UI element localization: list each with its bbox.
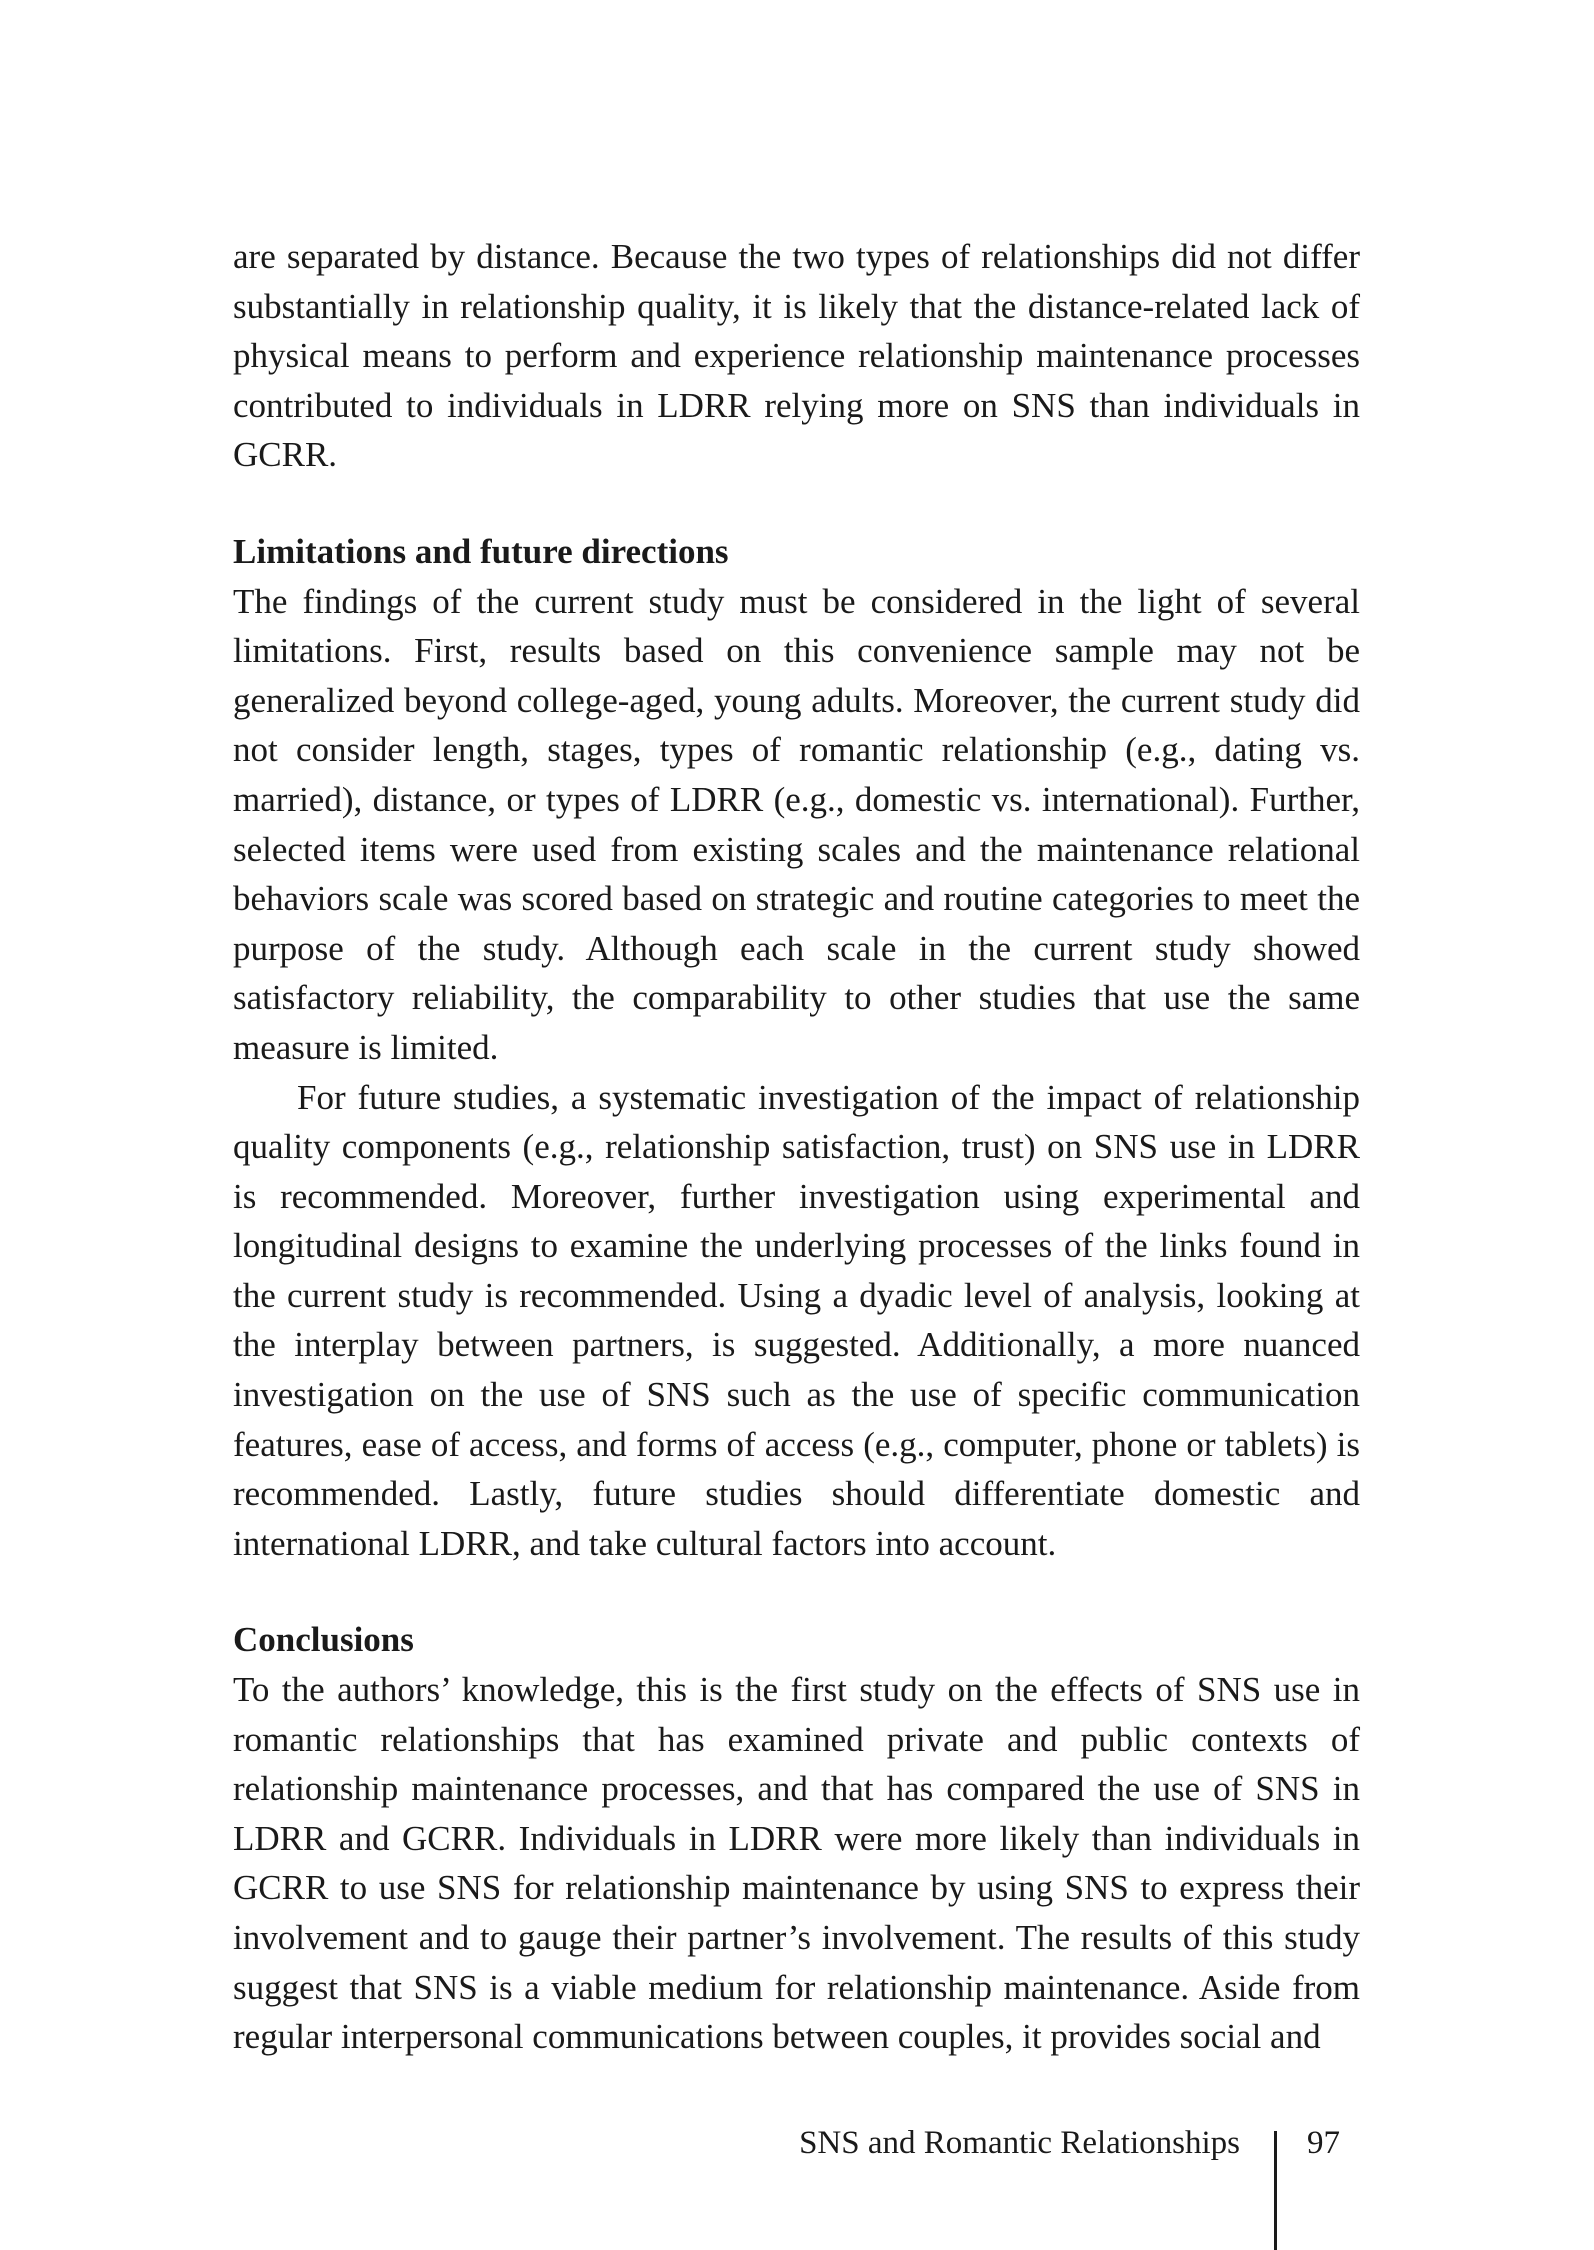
section-spacer [233, 1568, 1360, 1615]
page-number: 97 [1307, 2125, 1340, 2161]
limitations-paragraph-1: The findings of the current study must be considered in the light of several limitations. First, results based on this convenience sample may not be generalized beyond college-aged, young adults. Moreover, the current study did not consider length, stages, types of romantic relationship (e.g., dating vs. married), distance, or types of LDRR (e.g., domestic vs. international). Further, selected items were used from existing scales and the maintenance relational behaviors scale was scored based on strategic and routine categories to meet the purpose of the study. Although each scale in the current study showed satisfactory reliability, the comparability to other studies that use the same measure is limited. [233, 581, 1360, 1067]
intro-paragraph: are separated by distance. Because the two types of relationships did not differ substantially in relationship quality, it is likely that the distance-related lack of physical means to perform and experience relationship maintenance processes contributed to individuals in LDRR relying more on SNS than individuals in GCRR. [233, 237, 1360, 475]
running-title: SNS and Romantic Relationships [799, 2125, 1240, 2161]
page-body [233, 232, 1360, 2062]
conclusions-heading: Conclusions [233, 1620, 414, 1660]
section-spacer [233, 480, 1360, 527]
conclusions-paragraph-1: To the authors’ knowledge, this is the first study on the effects of SNS use in romantic relationships that has examined private and public contexts of relationship maintenance processes, and that has compared the use of SNS in LDRR and GCRR. Individuals in LDRR were more likely than individuals in GCRR to use SNS for relationship maintenance by using SNS to express their involvement and to gauge their partner’s involvement. The results of this study suggest that SNS is a viable medium for relationship maintenance. Aside from regular interpersonal communications between couples, it provides social and [233, 1670, 1360, 2057]
footer-divider [1274, 2131, 1277, 2250]
limitations-paragraph-2: For future studies, a systematic investigation of the impact of relationship quality components (e.g., relationship satisfaction, trust) on SNS use in LDRR is recommended. Moreover, further investigation using experimental and longitudinal designs to examine the underlying processes of the links found in the current study is recommended. Using a dyadic level of analysis, looking at the interplay between partners, is suggested. Additionally, a more nuanced investigation on the use of SNS such as the use of specific communication features, ease of access, and forms of access (e.g., computer, phone or tablets) is recommended. Lastly, future studies should differentiate domestic and international LDRR, and take cultural factors into account. [233, 1077, 1360, 1563]
limitations-heading: Limitations and future directions [233, 531, 729, 571]
page-footer [0, 2119, 1594, 2169]
